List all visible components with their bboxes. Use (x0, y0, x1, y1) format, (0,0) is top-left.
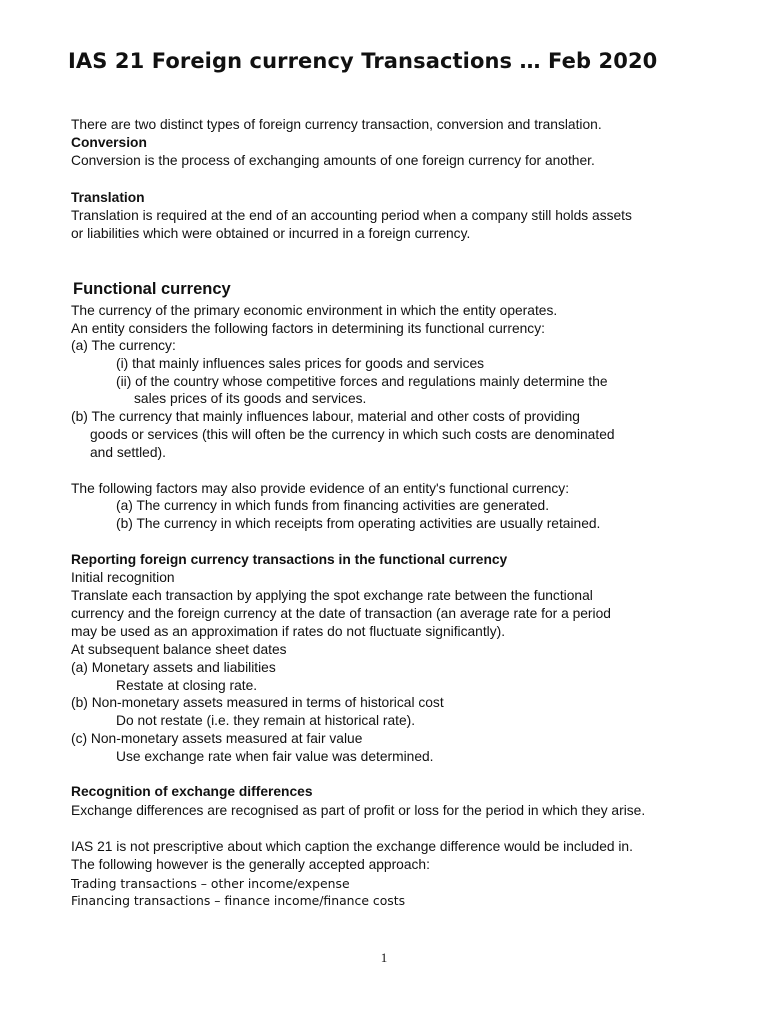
trading-transactions-line: Trading transactions – other income/expense (71, 876, 350, 891)
factor-a-label: (a) The currency: (71, 338, 176, 353)
translation-line: or liabilities which were obtained or incurred in a foreign currency. (71, 226, 471, 241)
translation-line: Translation is required at the end of an accounting period when a company still holds assets (71, 208, 632, 223)
translation-heading: Translation (71, 190, 145, 205)
intro-text: There are two distinct types of foreign currency transaction, conversion and translation. (71, 117, 602, 132)
conversion-heading: Conversion (71, 135, 147, 150)
subsequent-dates-label: At subsequent balance sheet dates (71, 642, 287, 657)
initial-recognition-line: currency and the foreign currency at the date of transaction (an average rate for a period (71, 606, 611, 621)
initial-recognition-line: may be used as an approximation if rates do not fluctuate significantly). (71, 624, 506, 639)
historical-cost-text: Do not restate (i.e. they remain at historical rate). (116, 713, 416, 728)
factor-a-ii: (ii) of the country whose competitive forces and regulations mainly determine the (116, 374, 608, 389)
financing-transactions-line: Financing transactions – finance income/finance costs (71, 893, 406, 908)
reporting-heading: Reporting foreign currency transactions in the functional currency (71, 552, 508, 567)
recognition-text: Exchange differences are recognised as part of profit or loss for the period in which they arise. (71, 803, 646, 818)
factor-b-line: (b) The currency that mainly influences labour, material and other costs of providing (71, 409, 580, 424)
recognition-heading: Recognition of exchange differences (71, 784, 313, 799)
monetary-assets-label: (a) Monetary assets and liabilities (71, 660, 276, 675)
factor-a-i: (i) that mainly influences sales prices for goods and services (116, 356, 485, 371)
ias21-note-line: The following however is the generally accepted approach: (71, 857, 430, 872)
evidence-b: (b) The currency in which receipts from operating activities are usually retained. (116, 516, 601, 531)
fair-value-label: (c) Non-monetary assets measured at fair value (71, 731, 363, 746)
monetary-assets-text: Restate at closing rate. (116, 678, 258, 693)
evidence-a: (a) The currency in which funds from financing activities are generated. (116, 498, 550, 513)
functional-currency-heading: Functional currency (73, 280, 231, 298)
ias21-note-line: IAS 21 is not prescriptive about which caption the exchange difference would be included in. (71, 839, 633, 854)
initial-recognition-label: Initial recognition (71, 570, 175, 585)
fair-value-text: Use exchange rate when fair value was determined. (116, 749, 434, 764)
initial-recognition-line: Translate each transaction by applying the spot exchange rate between the functional (71, 588, 593, 603)
functional-currency-definition: The currency of the primary economic environment in which the entity operates. (71, 303, 558, 318)
document-title: IAS 21 Foreign currency Transactions … Feb 2020 (68, 49, 658, 73)
factor-a-ii-continued: sales prices of its goods and services. (134, 391, 367, 406)
factor-b-line: and settled). (90, 445, 166, 460)
evidence-intro: The following factors may also provide evidence of an entity's functional currency: (71, 481, 570, 496)
historical-cost-label: (b) Non-monetary assets measured in terms of historical cost (71, 695, 444, 710)
factor-b-line: goods or services (this will often be the currency in which such costs are denominated (90, 427, 615, 442)
functional-factors-intro: An entity considers the following factors in determining its functional currency: (71, 321, 545, 336)
page-number: 1 (380, 950, 388, 965)
conversion-text: Conversion is the process of exchanging amounts of one foreign currency for another. (71, 153, 595, 168)
